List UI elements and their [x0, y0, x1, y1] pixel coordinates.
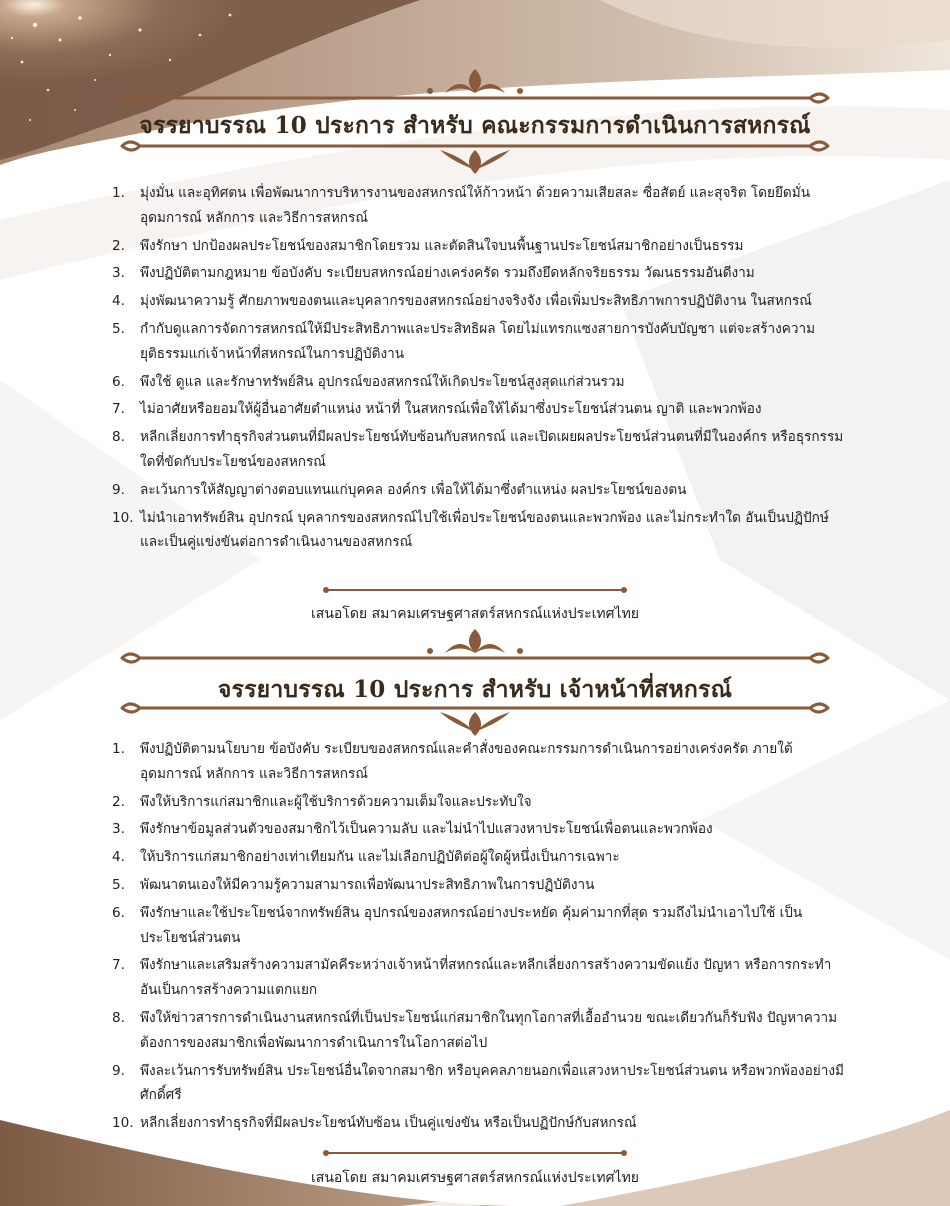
item-number: 10. [112, 509, 134, 526]
presented-by-1: เสนอโดย สมาคมเศรษฐศาสตร์สหกรณ์แห่งประเทศไทย [311, 606, 639, 622]
list-item [112, 845, 848, 870]
list-item [112, 289, 848, 314]
list-item [112, 953, 848, 1003]
item-number: 10. [112, 1115, 134, 1132]
small-divider-1 [320, 585, 630, 595]
list-item [112, 261, 848, 286]
item-number: 7. [112, 401, 125, 418]
ornament-divider-top-2 [110, 625, 840, 665]
item-text: พึงรักษาและเสริมสร้างความสามัคคีระหว่างเจ้าหน้าที่สหกรณ์และหลีกเลี่ยงการสร้างความขัดแย้ง ปัญหา หรือการกระทำ อันเป็นการสร้างความแตกแยก [140, 957, 832, 999]
item-text: ไม่นำเอาทรัพย์สิน อุปกรณ์ บุคลากรของสหกรณ์ไปใช้เพื่อประโยชน์ของตนและพวกพ้อง และไม่กระทำใด อันเป็นปฏิปักษ์ และเป็นคู่แข่งขันต่อการดำเนินงานของสหกรณ์ [140, 509, 829, 551]
item-number: 2. [112, 237, 125, 254]
list-item [112, 317, 848, 367]
item-number: 3. [112, 265, 125, 282]
small-divider-2 [320, 1148, 630, 1158]
section-1-title: จรรยาบรรณ 10 ประการ สำหรับ คณะกรรมการดำเนินการสหกรณ์ [139, 112, 811, 139]
list-item [112, 1059, 848, 1109]
list-item [112, 737, 848, 787]
item-number: 4. [112, 849, 125, 866]
item-text: พึงรักษา ปกป้องผลประโยชน์ของสมาชิกโดยรวม และตัดสินใจบนพื้นฐานประโยชน์สมาชิกอย่างเป็นธรรม [140, 237, 744, 254]
item-text: พึงให้บริการแก่สมาชิกและผู้ใช้บริการด้วยความเต็มใจและประทับใจ [140, 793, 532, 810]
item-text: มุ่งมั่น และอุทิศตน เพื่อพัฒนาการบริหารงานของสหกรณ์ให้ก้าวหน้า ด้วยความเสียสละ ซื่อสัตย์ และสุจริต โดยยึดมั่น อุดมการณ์ หลักการ และวิธีการสหกรณ์ [140, 185, 811, 226]
presented-by-2: เสนอโดย สมาคมเศรษฐศาสตร์สหกรณ์แห่งประเทศไทย [311, 1170, 639, 1186]
item-number: 7. [112, 957, 125, 974]
item-number: 6. [112, 373, 125, 390]
section-1-list [112, 181, 848, 558]
item-text: พึงรักษาและใช้ประโยชน์จากทรัพย์สิน อุปกรณ์ของสหกรณ์อย่างประหยัด คุ้มค่ามากที่สุด รวมถึงไม่นำเอาไปใช้ เป็นประโยชน์ส่วนตน [140, 904, 803, 946]
list-item [112, 478, 848, 503]
item-text: กำกับดูแลการจัดการสหกรณ์ให้มีประสิทธิภาพและประสิทธิผล โดยไม่แทรกแซงสายการบังคับบัญชา แต่จะสร้างความยุติธรรมแก่เจ้าหน้าที่สหกรณ์ในการปฏิบัติงาน [140, 320, 816, 362]
list-item [112, 425, 848, 475]
item-number: 6. [112, 904, 125, 921]
item-text: พึงใช้ ดูแล และรักษาทรัพย์สิน อุปกรณ์ของสหกรณ์ให้เกิดประโยชน์สูงสุดแก่ส่วนรวม [140, 373, 625, 390]
item-number: 9. [112, 1062, 125, 1079]
list-item [112, 1111, 848, 1136]
item-number: 1. [112, 741, 125, 757]
list-item [112, 901, 848, 951]
ornament-divider-top-1 [110, 65, 840, 105]
item-number: 2. [112, 793, 125, 810]
list-item [112, 181, 848, 231]
list-item [112, 790, 848, 815]
item-number: 9. [112, 481, 125, 498]
list-item [112, 234, 848, 259]
item-text: ไม่อาศัยหรือยอมให้ผู้อื่นอาศัยตำแหน่ง หน้าที่ ในสหกรณ์เพื่อให้ได้มาซึ่งประโยชน์ส่วนตน ญาติ และพวกพ้อง [140, 401, 762, 418]
list-item [112, 873, 848, 898]
item-text: ให้บริการแก่สมาชิกอย่างเท่าเทียมกัน และไม่เลือกปฏิบัติต่อผู้ใดผู้หนึ่งเป็นการเฉพาะ [140, 849, 620, 866]
item-number: 5. [112, 876, 125, 893]
item-text: พัฒนาตนเองให้มีความรู้ความสามารถเพื่อพัฒนาประสิทธิภาพในการปฏิบัติงาน [140, 876, 595, 893]
item-text: มุ่งพัฒนาความรู้ ศักยภาพของตนและบุคลากรของสหกรณ์อย่างจริงจัง เพื่อเพิ่มประสิทธิภาพการปฏิบัติงาน ในสหกรณ์ [140, 293, 812, 310]
item-text: พึงละเว้นการรับทรัพย์สิน ประโยชน์อื่นใดจากสมาชิก หรือบุคคลภายนอกเพื่อแสวงหาประโยชน์ส่วนตน หรือพวกพ้องอย่างมีศักดิ์ศรี [140, 1062, 845, 1104]
item-number: 3. [112, 821, 125, 838]
item-text: ละเว้นการให้สัญญาต่างตอบแทนแก่บุคคล องค์กร เพื่อให้ได้มาซึ่งตำแหน่ง ผลประโยชน์ของตน [140, 481, 687, 498]
ornament-divider-bottom-1 [110, 138, 840, 178]
list-item [112, 397, 848, 422]
section-2-title: จรรยาบรรณ 10 ประการ สำหรับ เจ้าหน้าที่สหกรณ์ [217, 676, 733, 703]
ornament-divider-bottom-2 [110, 700, 840, 740]
item-number: 8. [112, 1009, 125, 1026]
list-item [112, 370, 848, 395]
item-text: หลีกเลี่ยงการทำธุรกิจที่มีผลประโยชน์ทับซ้อน เป็นคู่แข่งขัน หรือเป็นปฏิปักษ์กับสหกรณ์ [140, 1115, 637, 1132]
item-text: พึงให้ข่าวสารการดำเนินงานสหกรณ์ที่เป็นประโยชน์แก่สมาชิกในทุกโอกาสที่เอื้ออำนวย ขณะเดียวกันก็รับฟัง ปัญหาความต้องการของสมาชิกเพื่อพัฒนาการดำเนินการในโอกาสต่อไป [140, 1009, 838, 1051]
list-item [112, 506, 848, 556]
item-text: พึงรักษาข้อมูลส่วนตัวของสมาชิกไว้เป็นความลับ และไม่นำไปแสวงหาประโยชน์เพื่อตนและพวกพ้อง [140, 821, 713, 838]
item-number: 5. [112, 320, 125, 337]
list-item [112, 1006, 848, 1056]
item-text: พึงปฏิบัติตามกฎหมาย ข้อบังคับ ระเบียบสหกรณ์อย่างเคร่งครัด รวมถึงยึดหลักจริยธรรม วัฒนธรรมอันดีงาม [140, 265, 755, 282]
item-number: 1. [112, 185, 125, 201]
item-text: หลีกเลี่ยงการทำธุรกิจส่วนตนที่มีผลประโยชน์ทับซ้อนกับสหกรณ์ และเปิดเผยผลประโยชน์ส่วนตนที่มีในองค์กร หรือธุรกรรมใดที่ขัดกับประโยชน์ของสหกรณ์ [140, 429, 844, 470]
item-text: พึงปฏิบัติตามนโยบาย ข้อบังคับ ระเบียบของสหกรณ์และคำสั่งของคณะกรรมการดำเนินการอย่างเคร่งครัด ภายใต้อุดมการณ์ หลักการ และวิธีการสหกรณ์ [140, 741, 793, 782]
item-number: 4. [112, 293, 125, 310]
section-2-list [112, 737, 848, 1139]
list-item [112, 817, 848, 842]
item-number: 8. [112, 429, 125, 446]
